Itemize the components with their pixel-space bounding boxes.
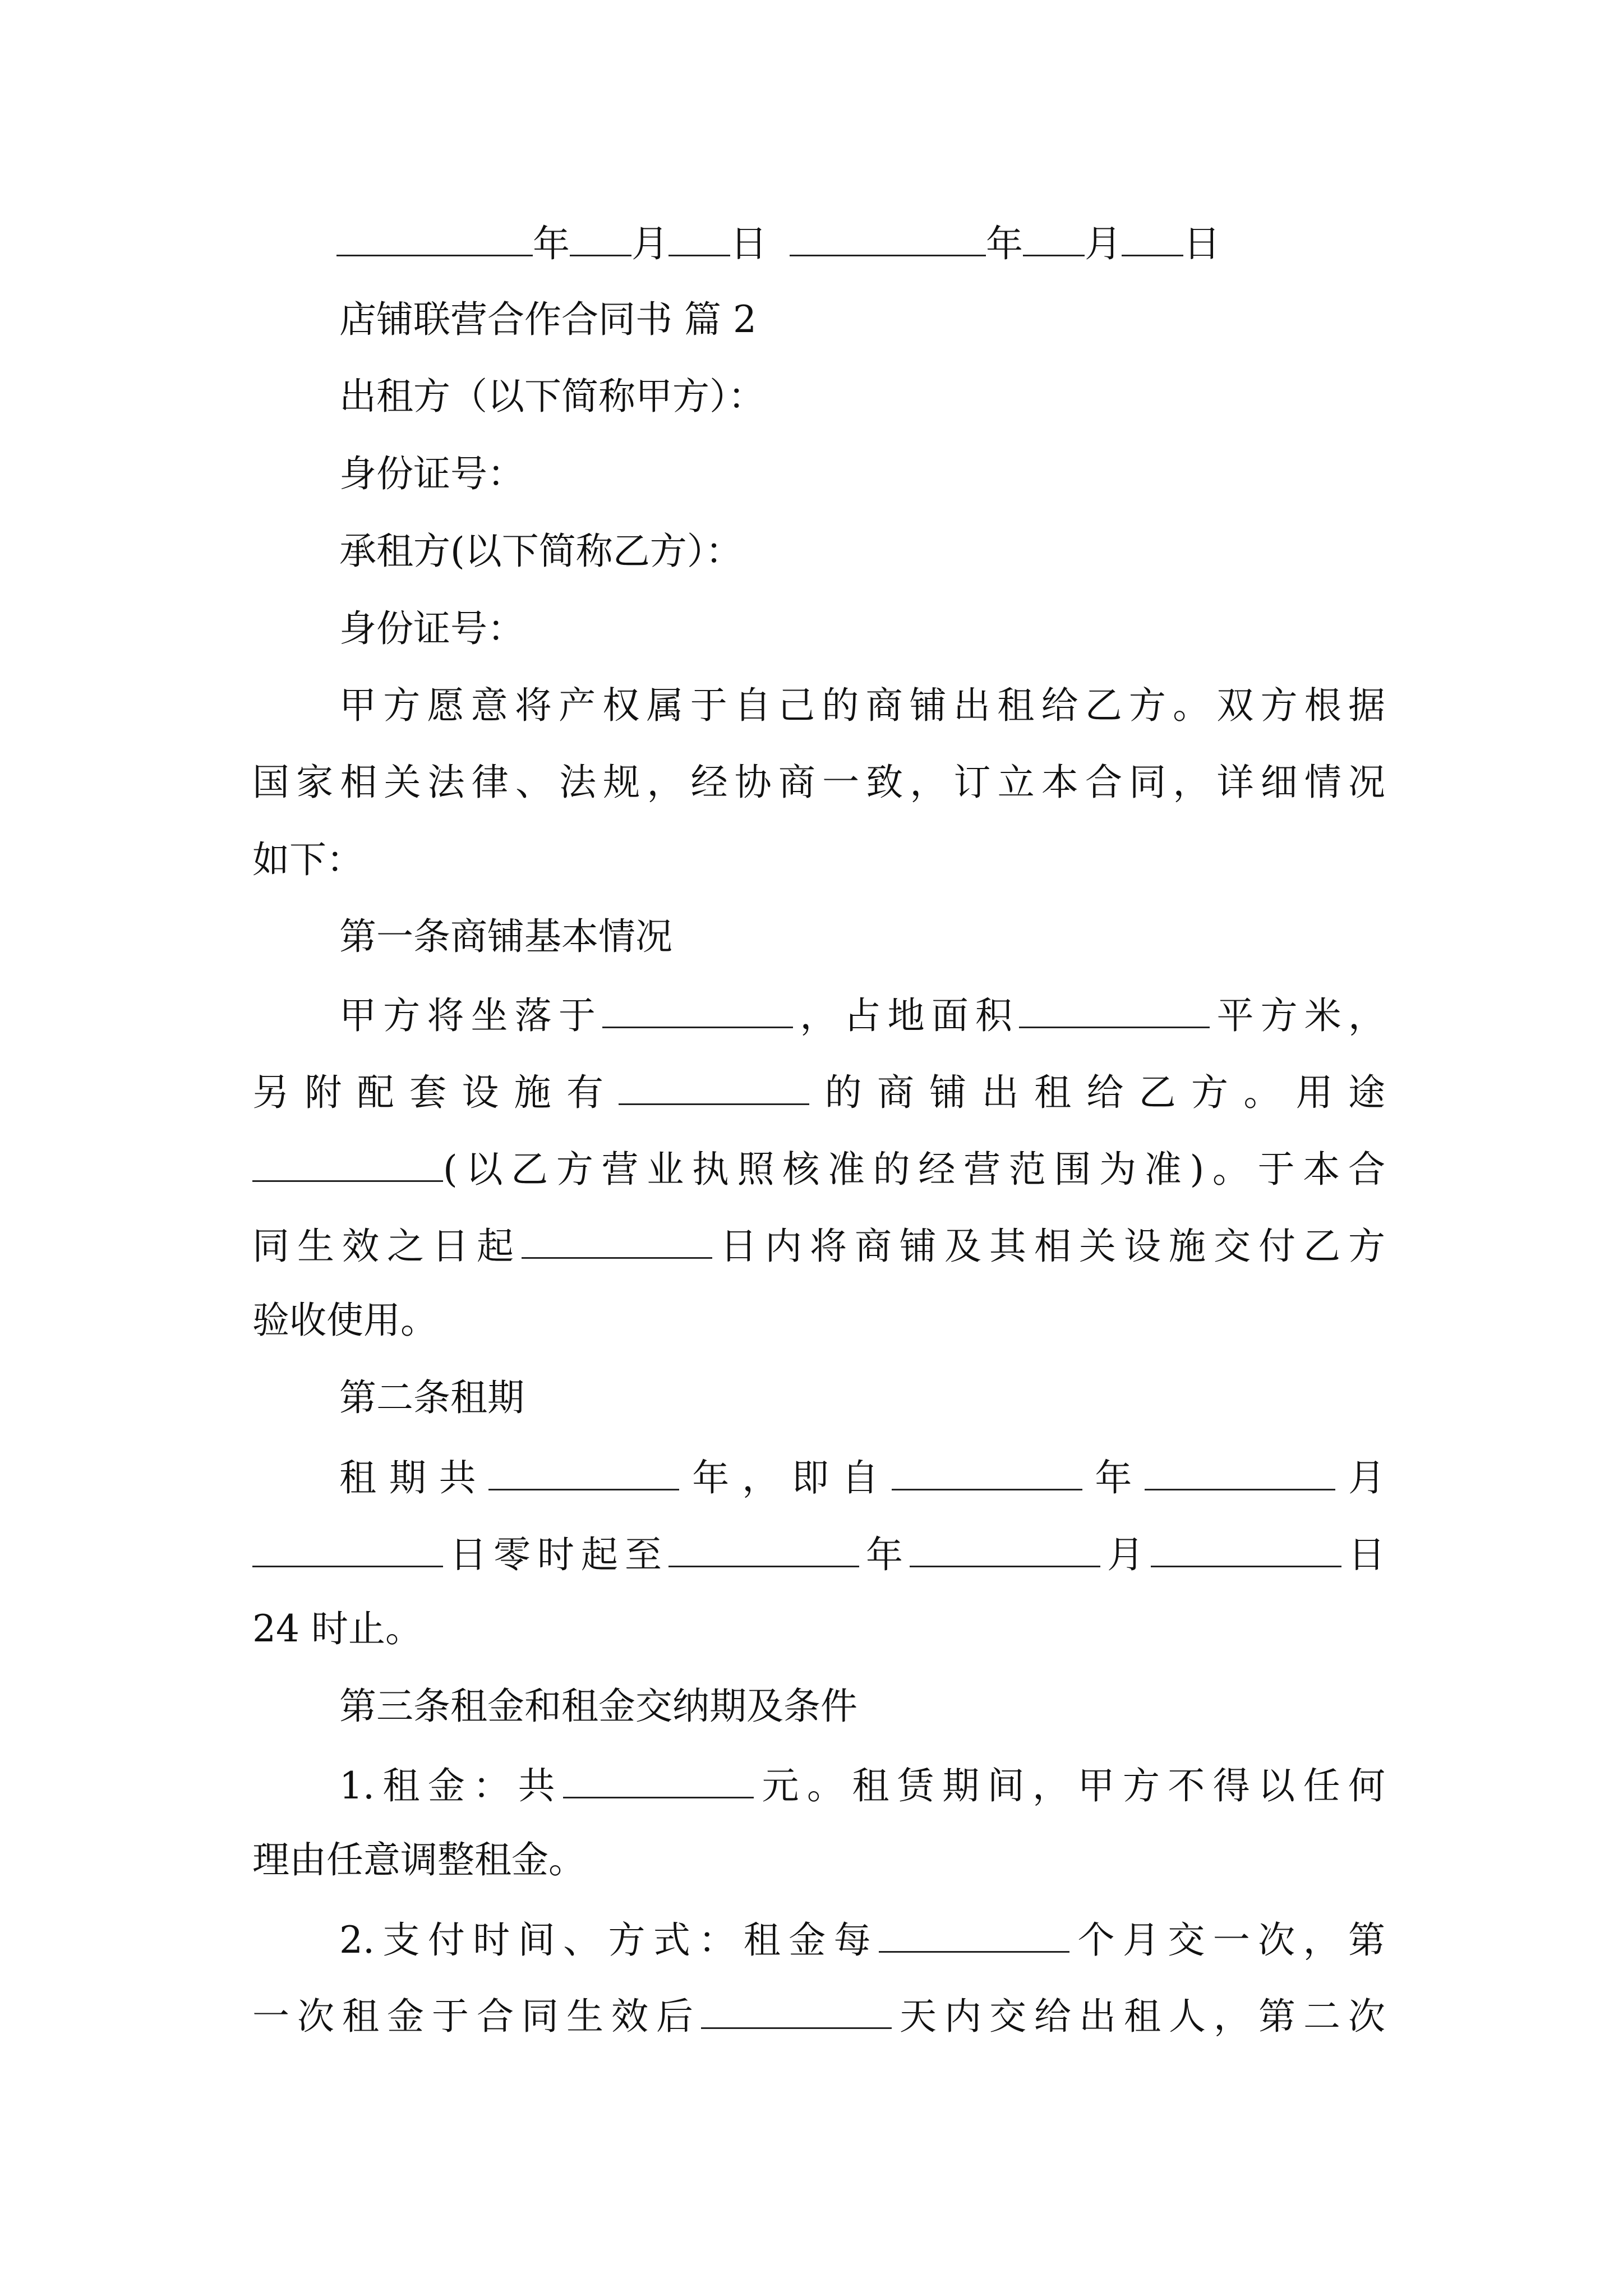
intro-line-2: 国家相关法律、法规，经协商一致，订立本合同，详细情况 bbox=[252, 761, 1385, 804]
lessor-id-line: 身份证号： bbox=[339, 452, 524, 495]
blank-start-year bbox=[892, 1453, 1082, 1490]
year-label: 年 bbox=[986, 222, 1023, 264]
lessee-id-line: 身份证号： bbox=[339, 607, 524, 650]
blank-usage bbox=[252, 1144, 443, 1182]
blank-end-month bbox=[910, 1530, 1100, 1567]
blank-year-1 bbox=[336, 219, 533, 256]
blank-month-2 bbox=[1023, 219, 1085, 256]
blank-location bbox=[602, 991, 793, 1028]
blank-area bbox=[1019, 991, 1210, 1028]
document-title bbox=[339, 297, 1385, 342]
article-2-line-2: 日零时起至 年 月 日 bbox=[252, 1530, 1385, 1575]
blank-start-month bbox=[1145, 1453, 1335, 1490]
day-label: 日 bbox=[730, 222, 767, 264]
article-1-line-3: (以乙方营业执照核准的经营范围为准)。于本合 bbox=[252, 1144, 1385, 1189]
article-3-heading: 第三条租金和租金交纳期及条件 bbox=[339, 1685, 857, 1728]
blank-end-day bbox=[1151, 1530, 1341, 1567]
blank-month-1 bbox=[570, 219, 631, 256]
title-text: 店铺联营合作合同书 bbox=[339, 298, 672, 341]
article-3-item-1-line-2: 理由任意调整租金。 bbox=[252, 1838, 585, 1881]
month-label: 月 bbox=[631, 222, 668, 264]
article-3-item-2-line-1: 2.支付时间、方式：租金每 个月交一次，第 bbox=[339, 1915, 1385, 1960]
day-label: 日 bbox=[1183, 222, 1220, 264]
article-3-item-2-line-2: 一次租金于合同生效后 天内交给出租人，第二次 bbox=[252, 1991, 1385, 2036]
article-1-heading: 第一条商铺基本情况 bbox=[339, 915, 672, 958]
blank-term-years bbox=[488, 1453, 679, 1490]
signature-date-line bbox=[336, 219, 1374, 264]
lessee-line: 承租方(以下简称乙方）： bbox=[339, 530, 743, 573]
article-1-line-4: 同生效之日起 日内将商铺及其相关设施交付乙方 bbox=[252, 1221, 1385, 1266]
blank-end-year bbox=[668, 1530, 859, 1567]
blank-day-2 bbox=[1122, 219, 1183, 256]
blank-rent-amount bbox=[563, 1761, 754, 1798]
lessor-line: 出租方（以下简称甲方）： bbox=[339, 375, 765, 418]
article-1-line-1: 甲方将坐落于 ，占地面积 平方米， bbox=[339, 991, 1385, 1036]
article-3-item-1-line-1: 1.租金：共 元。租赁期间，甲方不得以任何 bbox=[339, 1761, 1385, 1806]
blank-facilities bbox=[619, 1068, 809, 1105]
intro-line-1: 甲方愿意将产权属于自己的商铺出租给乙方。双方根据 bbox=[339, 684, 1385, 727]
article-1-line-2: 另附配套设施有 的商铺出租给乙方。用途 bbox=[252, 1068, 1385, 1112]
article-2-line-3: 24 时止。 bbox=[252, 1607, 422, 1650]
blank-first-payment-days bbox=[701, 1991, 892, 2029]
article-2-heading: 第二条租期 bbox=[339, 1376, 524, 1419]
blank-payment-months bbox=[879, 1915, 1069, 1953]
blank-year-2 bbox=[790, 219, 986, 256]
blank-start-day bbox=[252, 1530, 443, 1567]
blank-delivery-days bbox=[522, 1221, 712, 1259]
article-2-line-1: 租期共 年，即自 年 月 bbox=[339, 1453, 1385, 1498]
month-label: 月 bbox=[1085, 222, 1122, 264]
article-1-line-5: 验收使用。 bbox=[252, 1299, 437, 1342]
part-label: 篇 2 bbox=[684, 298, 757, 341]
intro-line-3: 如下： bbox=[252, 838, 363, 881]
blank-day-1 bbox=[668, 219, 730, 256]
year-label: 年 bbox=[533, 222, 570, 264]
